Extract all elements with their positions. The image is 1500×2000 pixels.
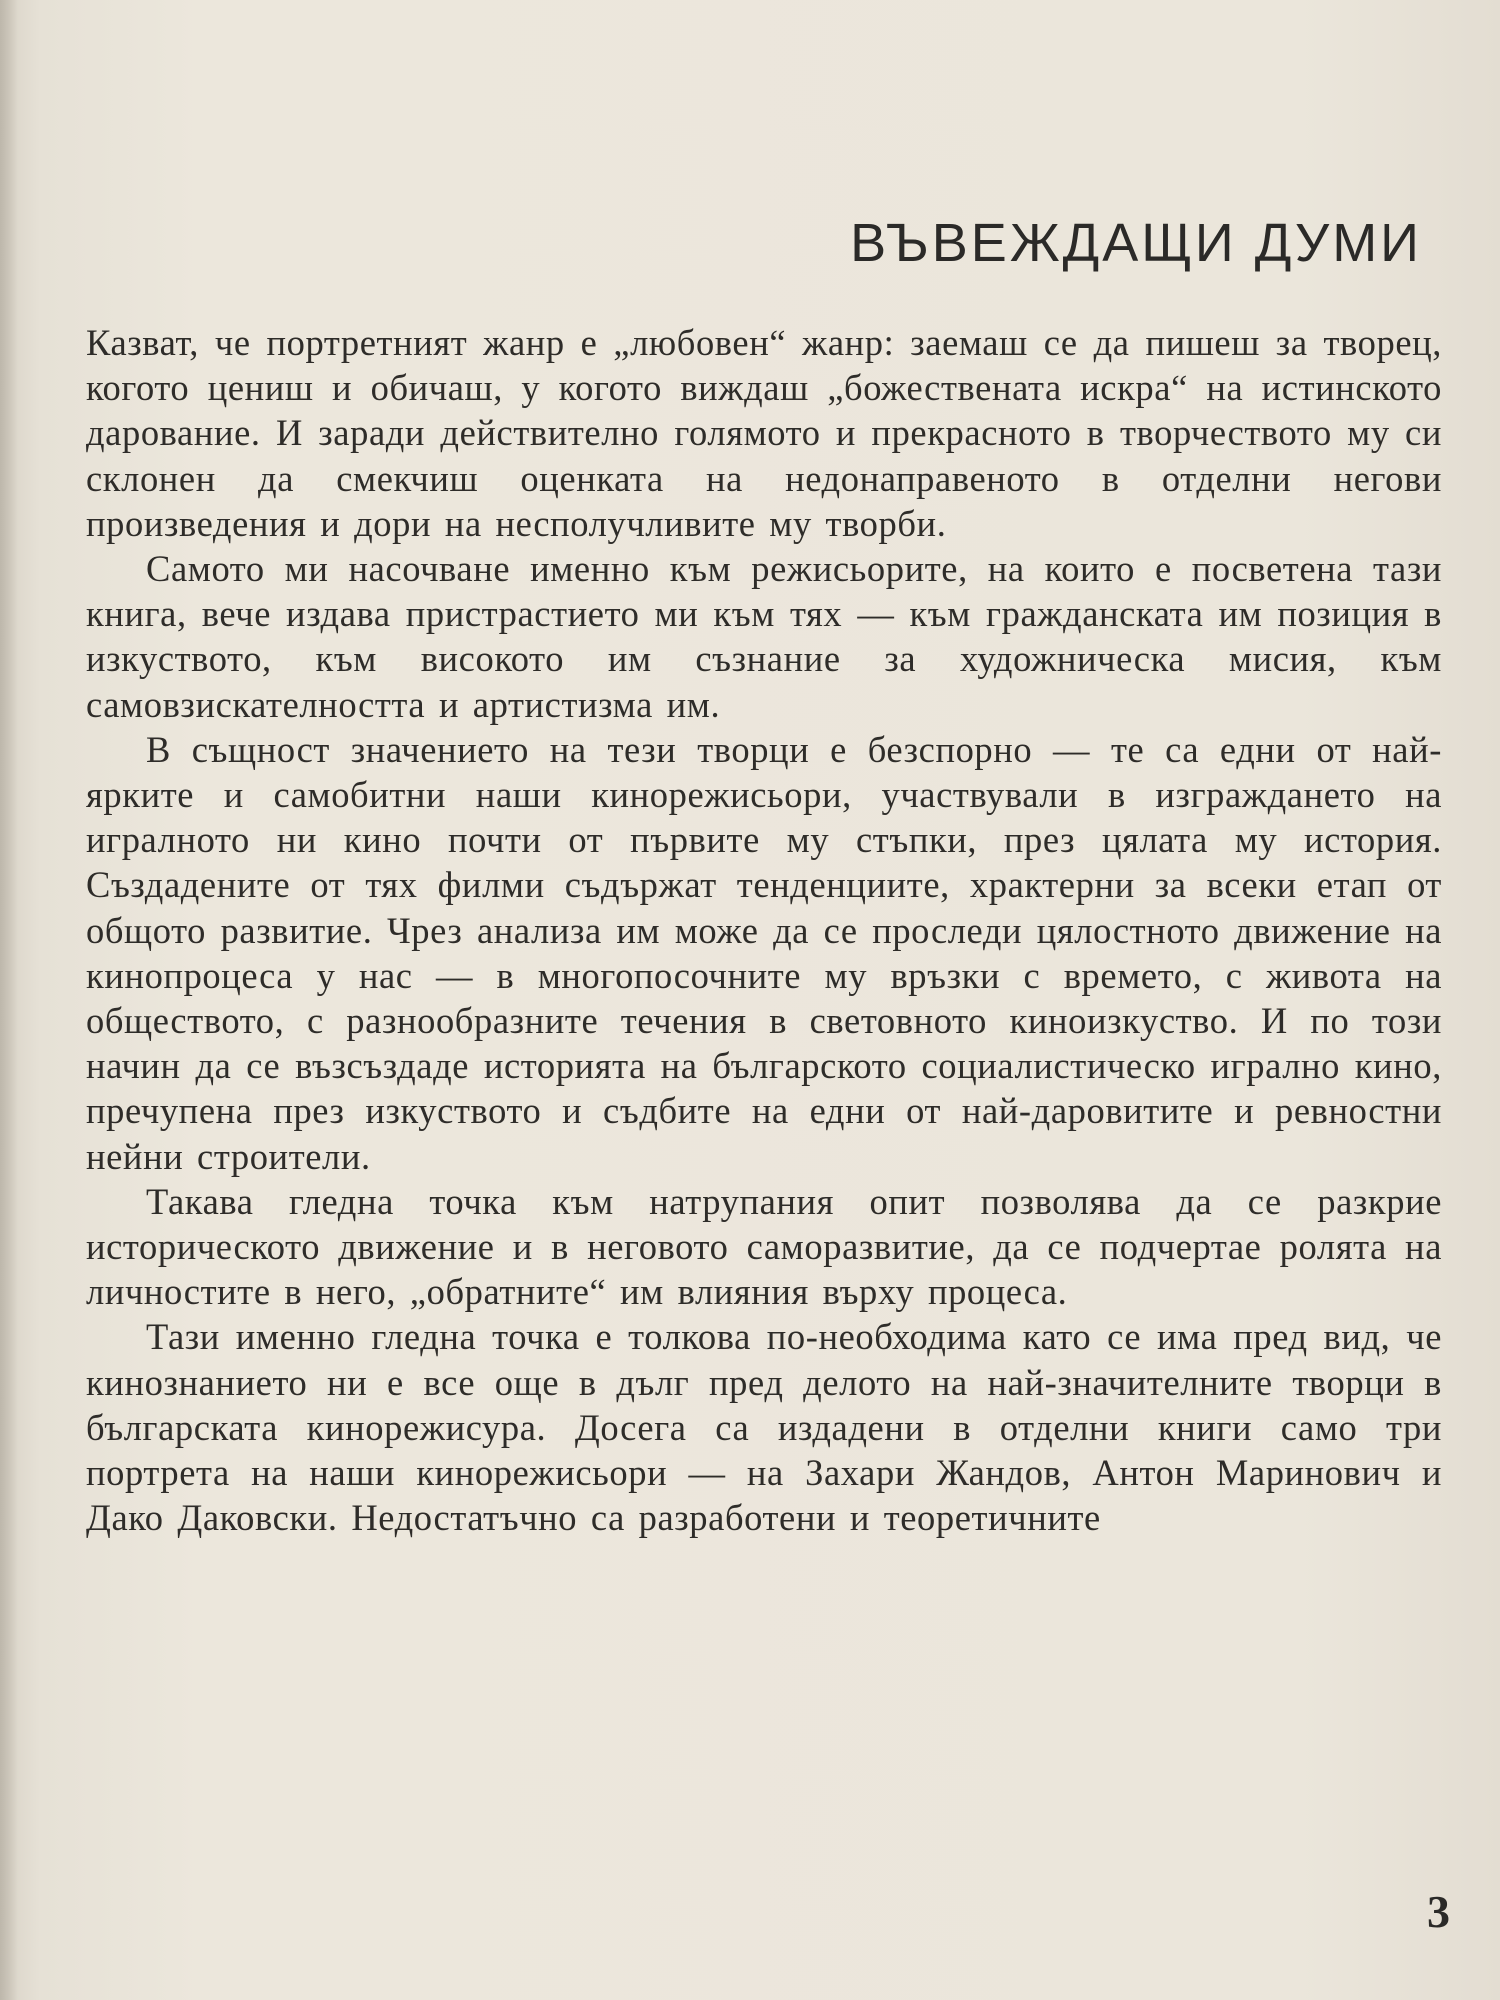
page-spine-shadow [0, 0, 18, 2000]
paragraph: Казват, че портретният жанр е „любовен“ жанр: заемаш се да пишеш за творец, когото цениш и обичаш, у когото виждаш „божествената искра“ на истинското дарование. И заради действително голямото и прекрасното в творчеството му си склонен да смекчиш оценката на недонаправеното в отделни негови произведения и дори на несполучливите му творби. [86, 322, 1442, 544]
paragraph: Тази именно гледна точка е толкова по-необходима като се има пред вид, че кинознанието ни е все още в дълг пред делото на най-значителните творци в българската кинорежисура. Досега са издадени в отделни книги само три портрета на наши кинорежисьори — на Захари Жандов, Антон Маринович и Дако Даковски. Недостатъчно са разработени и теоретичните [86, 1316, 1442, 1539]
paragraph: В същност значението на тези творци е безспорно — те са едни от най-ярките и самобитни наши кинорежисьори, участвували в изграждането на игралното ни кино почти от първите му стъпки, през цялата му история. Създадените от тях филми съдържат тенденциите, хрaктерни за всеки етап от общото развитие. Чрез анализа им може да се проследи цялостното движение на кинопроцеса у нас — в многопосочните му връзки с времето, с живота на обществото, с разнообразните течения в световното киноизкуство. И по този начин да се възсъздаде историята на българското социалистическо игрално кино, пречупена през изкуството и съдбите на едни от най-даровитите и ревностни нейни строители. [86, 728, 1442, 1177]
paragraph: Самото ми насочване именно към режисьорите, на които е посветена тази книга, вече издава пристрастието ми към тях — към гражданската им позиция в изкуството, към високото им съзнание за художническа мисия, към самовзискателността и артистизма им. [86, 548, 1442, 725]
chapter-heading: ВЪВЕЖДАЩИ ДУМИ [850, 213, 1422, 273]
body-text [86, 320, 1442, 1540]
paragraph: Такава гледна точка към натрупания опит позволява да се разкрие историческото движение и в неговото саморазвитие, да се подчертае ролята на личностите в него, „обратните“ им влияния върху процеса. [86, 1180, 1442, 1313]
page-number: 3 [1427, 1886, 1450, 1937]
